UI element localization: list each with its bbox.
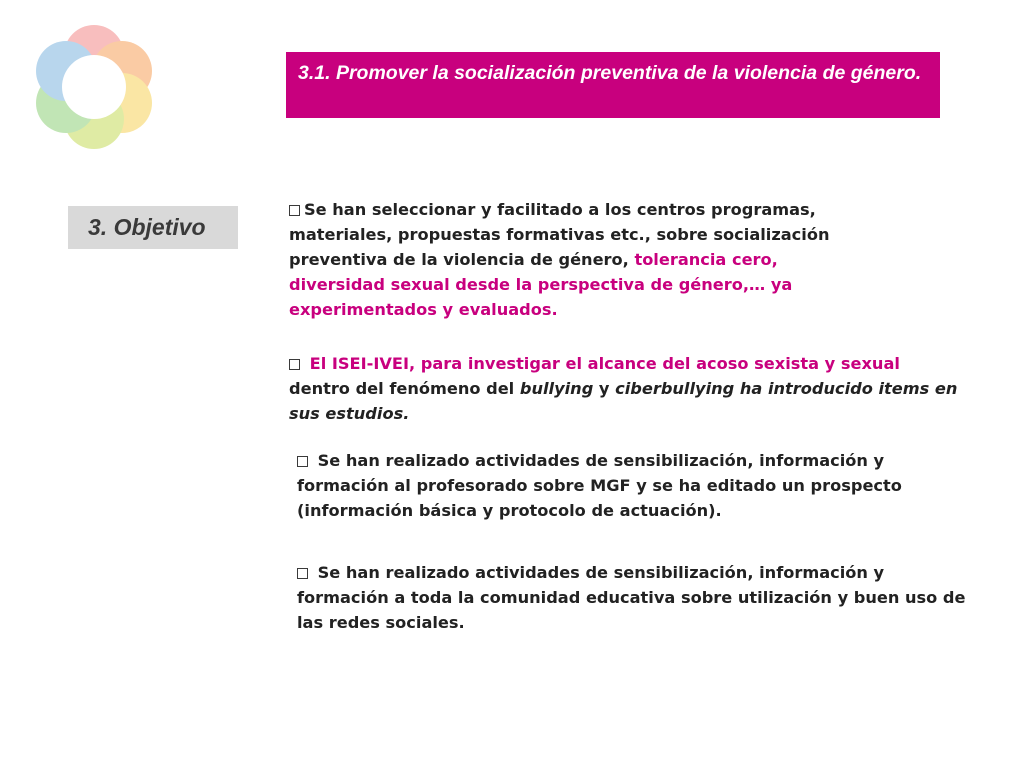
title-banner (286, 52, 940, 118)
bullet-highlight-text: El ISEI-IVEI, para investigar el alcance del acoso sexista y sexual (304, 354, 900, 373)
objective-box (68, 206, 238, 249)
bullet-highlight-text: tolerancia cero, diversidad sexual desde la perspectiva de género,… ya experimentados y evaluados. (289, 250, 793, 319)
color-wheel-ring-icon (32, 25, 156, 149)
bullet-italic-text: bullying (519, 379, 594, 398)
bullet-italic-text: ciberbullying ha introducido items en sus estudios. (289, 379, 958, 423)
objective-label: 3. Objetivo (88, 214, 206, 240)
checkbox-square-icon (297, 456, 308, 467)
checkbox-square-icon (289, 359, 300, 370)
bullet-text: Se han realizado actividades de sensibilización, información y formación al profesorado sobre MGF y se ha editado un prospecto (información básica y protocolo de actuación). (297, 451, 902, 520)
bullet-text: dentro del fenómeno del (289, 379, 520, 398)
checkbox-square-icon (297, 568, 308, 579)
bullet-text: Se han realizado actividades de sensibilización, información y formación a toda la comunidad educativa sobre utilización y buen uso de las redes sociales. (297, 563, 966, 632)
bullet-item (289, 197, 879, 322)
checkbox-square-icon (289, 205, 300, 216)
bullet-text: Se han seleccionar y facilitado a los centros programas, materiales, propuestas formativas etc., sobre socialización preventiva de la violencia de género, (289, 200, 830, 269)
bullet-text: y (593, 379, 616, 398)
bullet-item (297, 448, 967, 523)
slide-title: 3.1. Promover la socialización preventiva de la violencia de género. (298, 62, 922, 84)
bullet-item (289, 351, 979, 426)
bullet-item (297, 560, 967, 635)
